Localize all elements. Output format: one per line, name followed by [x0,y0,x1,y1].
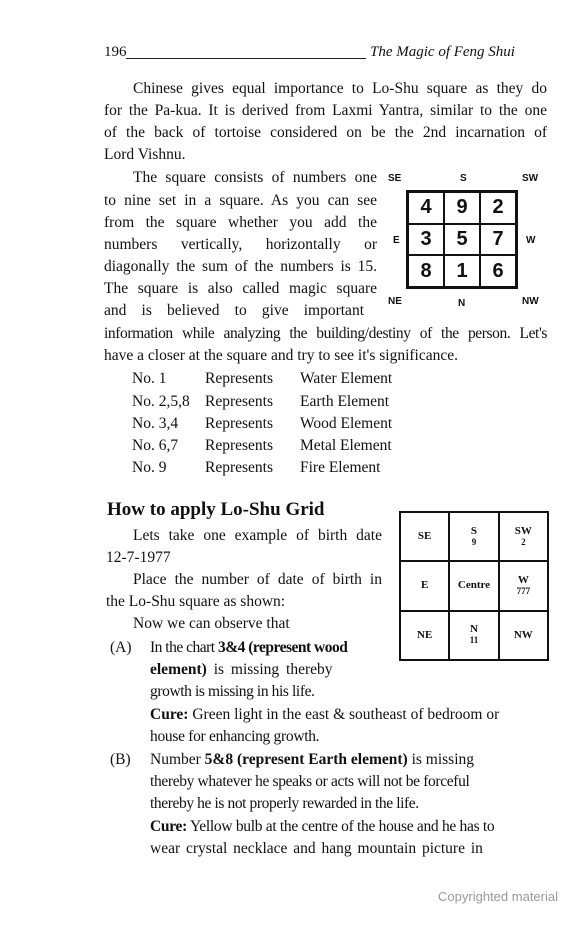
element-number: No. 3,4 [132,415,179,432]
lo-shu-square [406,190,518,289]
section-line: the Lo-Shu square as shown: [106,593,286,610]
element-verb: Represents [205,459,274,476]
square-line: The square is also called magic square [104,280,377,297]
direction-label-sw: SW [522,173,539,184]
section-line: Lets take one example of birth date [133,527,382,544]
square-line: have a closer at the square and try to see it's significance. [104,347,458,364]
element-name: Fire Element [300,459,381,476]
section-line: Place the number of date of birth in [133,571,382,588]
point-a-cure: Cure: Green light in the east & southeast of bedroom or [150,706,500,723]
element-number: No. 9 [132,459,167,476]
grid-cell: NE [400,611,449,660]
square-line: The square consists of numbers one [133,169,377,186]
direction-label-ne: NE [388,296,402,307]
intro-line: Chinese gives equal importance to Lo-Shu square as they do [133,80,547,97]
point-a-line: In the chart 3&4 (represent wood [150,639,348,656]
square-cell: 8 [408,255,444,287]
point-b-line: Number 5&8 (represent Earth element) is missing [150,751,475,768]
direction-label-nw: NW [522,296,539,307]
direction-label-s: S [460,173,467,184]
square-line: from the square whether you add the [104,214,377,231]
element-verb: Represents [205,370,274,387]
square-line: to nine set in a square. As you can see [104,192,377,209]
book-title: The Magic of Feng Shui [370,44,515,60]
point-b-marker: (B) [110,751,131,768]
intro-line: Lord Vishnu. [104,146,186,163]
point-a-marker: (A) [110,639,132,656]
element-name: Metal Element [300,437,392,454]
square-cell: 5 [444,224,480,256]
section-line: 12-7-1977 [106,549,171,566]
birth-date-grid [399,511,549,661]
direction-label-se: SE [388,173,402,184]
square-line: numbers vertically, horizontally or [104,236,377,253]
direction-label-e: E [393,235,400,246]
element-name: Wood Element [300,415,393,432]
square-cell: 7 [480,224,516,256]
element-verb: Represents [205,393,274,410]
grid-cell: E [400,561,449,610]
element-verb: Represents [205,437,274,454]
square-cell: 9 [444,192,480,224]
intro-line: of the back of tortoise considered on be the 2nd incarnation of [104,124,547,141]
square-cell: 2 [480,192,516,224]
element-name: Earth Element [300,393,390,410]
square-line: diagonally the sum of the numbers is 15. [104,258,377,275]
point-b-line: thereby whatever he speaks or acts will not be forceful [150,773,470,790]
grid-cell: W 777 [499,561,548,610]
grid-cell: SE [400,512,449,561]
point-a-line: element) is missing thereby [150,661,333,678]
point-b-cure: wear crystal necklace and hang mountain picture in [150,840,483,857]
intro-line: for the Pa-kua. It is derived from Laxmi Yantra, similar to the one [104,102,547,119]
point-a-line: growth is missing in his life. [150,683,315,700]
section-line: Now we can observe that [133,615,290,632]
element-verb: Represents [205,415,274,432]
direction-label-n: N [458,298,466,309]
grid-cell: SW 2 [499,512,548,561]
element-number: No. 6,7 [132,437,179,454]
element-name: Water Element [300,370,393,387]
point-b-cure: Cure: Yellow bulb at the centre of the house and he has to [150,818,495,835]
square-line: information while analyzing the building/destiny of the person. Let's [104,325,547,342]
point-a-cure: house for enhancing growth. [150,728,320,745]
grid-cell: S 9 [449,512,498,561]
copyright-watermark: Copyrighted material [438,889,558,904]
square-cell: 4 [408,192,444,224]
section-heading: How to apply Lo-Shu Grid [107,499,325,520]
grid-cell: N 11 [449,611,498,660]
square-cell: 3 [408,224,444,256]
page-number: 196 [104,44,127,60]
element-number: No. 2,5,8 [132,393,190,410]
square-line: and is believed to give important [104,302,364,319]
point-b-line: thereby he is not properly rewarded in the life. [150,795,419,812]
grid-cell: Centre [449,561,498,610]
square-cell: 6 [480,255,516,287]
grid-cell: NW [499,611,548,660]
direction-label-w: W [526,235,536,246]
header-rule [126,58,366,59]
element-number: No. 1 [132,370,167,387]
square-cell: 1 [444,255,480,287]
